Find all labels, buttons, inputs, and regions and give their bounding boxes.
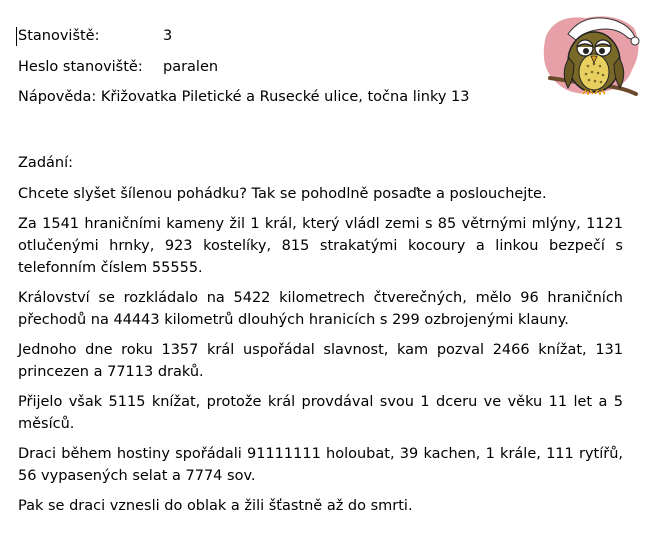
password-label: Heslo stanoviště: xyxy=(18,59,143,75)
task-label: Zadání: xyxy=(18,155,74,171)
text-cursor xyxy=(16,27,17,46)
paragraph: Chcete slyšet šílenou pohádku? Tak se pohodlně posaďte a poslouchejte. xyxy=(18,186,547,202)
left-pupil xyxy=(583,48,589,54)
hint-row xyxy=(18,86,469,108)
nightcap-pompom xyxy=(631,37,639,45)
owl-clipart xyxy=(536,8,642,108)
paragraph: Jednoho dne roku 1357 král uspořádal slavnost, kam pozval 2466 knížat, 131 princezen a 77113 draků. xyxy=(18,342,623,380)
password-value: paralen xyxy=(163,59,219,75)
station-row xyxy=(18,25,172,47)
hint-label: Nápověda: xyxy=(18,89,97,105)
paragraph: Království se rozkládalo na 5422 kilometrech čtverečných, mělo 96 hraničních přechodů na 44443 kilometrů dlouhých hranicích s 299 ozbrojenými klauny. xyxy=(18,290,623,328)
paragraph: Draci během hostiny spořádali 91111111 holoubat, 39 kachen, 1 krále, 111 rytířů, 56 vypasených selat a 7774 sov. xyxy=(18,446,623,484)
password-row xyxy=(18,56,218,78)
hint-value: Křižovatka Piletické a Rusecké ulice, točna linky 13 xyxy=(100,89,470,105)
task-paragraphs xyxy=(18,183,623,525)
paragraph: Pak se draci vznesli do oblak a žili šťastně až do smrti. xyxy=(18,498,413,514)
station-label: Stanoviště: xyxy=(18,28,100,44)
station-value: 3 xyxy=(163,28,173,44)
right-pupil xyxy=(599,48,605,54)
paragraph: Za 1541 hraničními kameny žil 1 král, který vládl zemi s 85 větrnými mlýny, 1121 otlučenými hrnky, 923 kostelíky, 815 strakatými kocoury a linkou bezpečí s telefonním číslem 55555. xyxy=(18,216,623,276)
paragraph: Přijelo však 5115 knížat, protože král provdával svou 1 dceru ve věku 11 let a 5 měsíců. xyxy=(18,394,623,432)
